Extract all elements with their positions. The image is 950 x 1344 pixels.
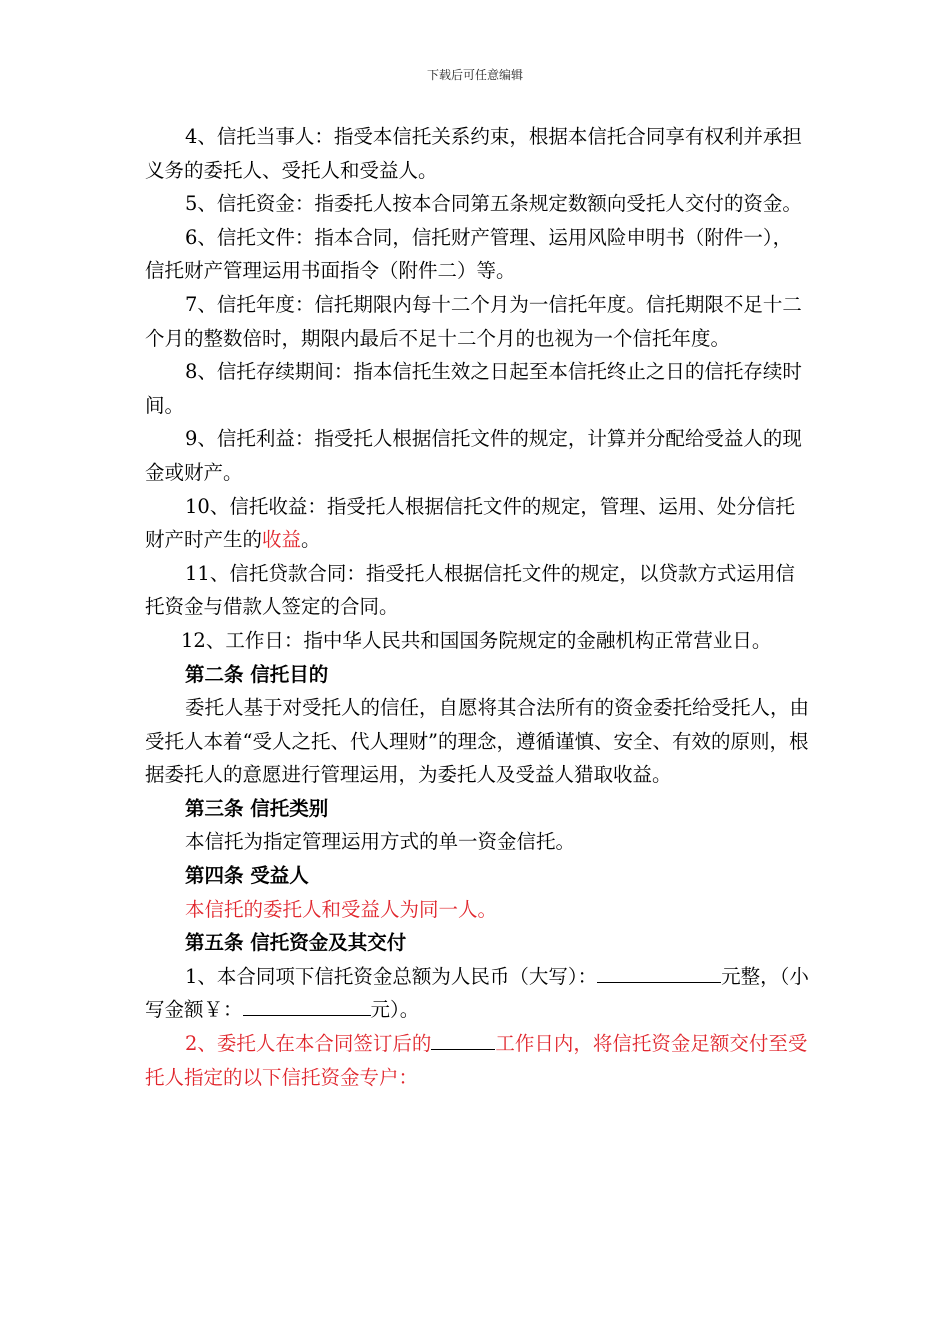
item-1-text-a: 1、本合同项下信托资金总额为人民币（大写）： — [185, 964, 598, 988]
definition-10-highlight: 收益 — [262, 528, 302, 552]
article-4-heading: 第四条 受益人 — [185, 864, 309, 888]
item-1-text-b: 元整，（小写金额￥： — [145, 964, 809, 1022]
article-3-heading: 第三条 信托类别 — [185, 796, 329, 820]
definition-7: 7、信托年度：信托期限内每十二个月为一信托年度。信托期限不足十二个月的整数倍时，期限内最后不足十二个月的也视为一个信托年度。 — [145, 292, 802, 350]
item-2-text-a: 2、委托人在本合同签订后的 — [185, 1032, 432, 1056]
article-2-heading: 第二条 信托目的 — [185, 662, 329, 686]
article-5-item-2 — [145, 1027, 810, 1094]
item-1-text-c: 元）。 — [370, 998, 420, 1022]
definition-4: 4、信托当事人：指受本信托关系约束，根据本信托合同享有权利并承担义务的委托人、受托人和受益人。 — [145, 125, 802, 182]
definition-12: 12、工作日：指中华人民共和国国务院规定的金融机构正常营业日。 — [181, 628, 772, 652]
definition-9: 9、信托利益：指受托人根据信托文件的规定，计算并分配给受益人的现金或财产。 — [145, 427, 802, 484]
definition-10 — [145, 490, 810, 557]
definition-10-end: 。 — [301, 528, 321, 552]
article-2-body: 委托人基于对受托人的信任，自愿将其合法所有的资金委托给受托人，由受托人本着“受人之托、代人理财”的理念，遵循谨慎、安全、有效的原则，根据委托人的意愿进行管理运用，为委托人及受益人猎取收益。 — [145, 696, 810, 787]
definition-8: 8、信托存续期间：指本信托生效之日起至本信托终止之日的信托存续时间。 — [145, 360, 802, 417]
article-4-body: 本信托的委托人和受益人为同一人。 — [185, 897, 498, 921]
item-2-text-b: 工作日内，将信托资金足额交付至受托人指定的以下信托资金专户： — [145, 1032, 808, 1089]
amount-figures-blank[interactable] — [243, 995, 371, 1016]
definition-10-text: 10、信托收益：指受托人根据信托文件的规定，管理、运用、处分信托财产时产生的 — [145, 494, 795, 552]
amount-words-blank[interactable] — [597, 962, 721, 983]
definition-6: 6、信托文件：指本合同，信托财产管理、运用风险申明书（附件一），信托财产管理运用书面指令（附件二）等。 — [145, 225, 793, 283]
article-5-heading: 第五条 信托资金及其交付 — [185, 931, 407, 955]
article-3-body: 本信托为指定管理运用方式的单一资金信托。 — [185, 830, 576, 854]
article-5-item-1 — [145, 960, 810, 1027]
page-header: 下载后可任意编辑 — [426, 68, 523, 82]
days-blank[interactable] — [431, 1029, 495, 1050]
definition-11: 11、信托贷款合同：指受托人根据信托文件的规定，以贷款方式运用信托资金与借款人签定的合同。 — [145, 561, 795, 619]
definition-5: 5、信托资金：指委托人按本合同第五条规定数额向受托人交付的资金。 — [185, 192, 802, 216]
contract-body — [145, 120, 810, 1094]
